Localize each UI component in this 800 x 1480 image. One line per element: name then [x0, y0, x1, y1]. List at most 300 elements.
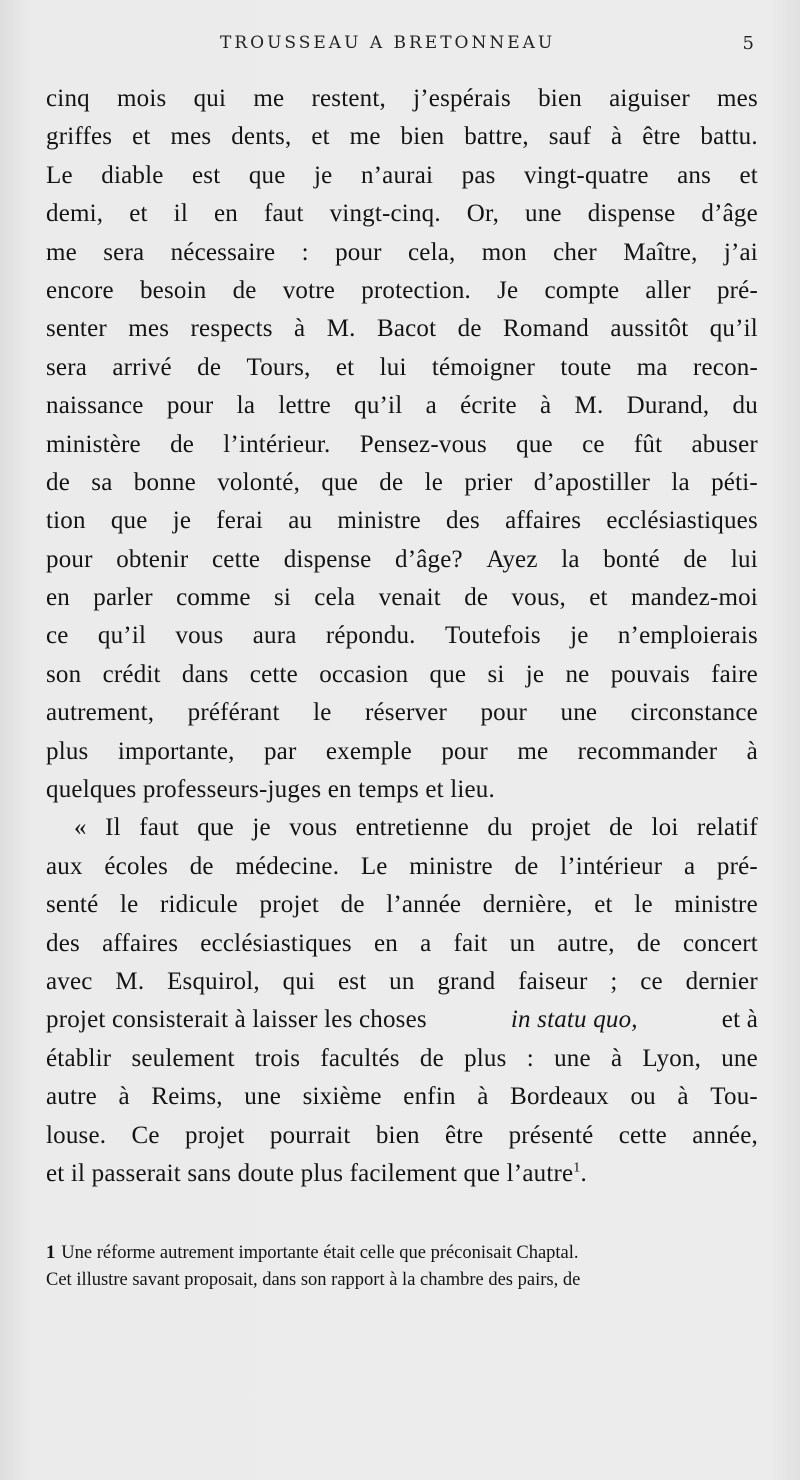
text-line	[46, 771, 758, 809]
word: Le	[360, 852, 388, 880]
word: dernier	[685, 967, 758, 995]
text-line	[46, 963, 758, 1001]
word: mes	[717, 85, 758, 112]
word: bien	[375, 1121, 420, 1149]
text-line	[46, 733, 758, 771]
italic-phrase: in statu quo,	[510, 1006, 638, 1034]
word: le	[634, 891, 653, 919]
word: d’âge?	[395, 545, 463, 573]
word: et	[129, 200, 148, 228]
word: abuser	[691, 430, 758, 458]
word: besoin	[139, 276, 207, 304]
word: écoles	[104, 852, 169, 880]
word: et	[132, 123, 151, 151]
word: grand	[437, 967, 496, 995]
word: entretienne	[355, 814, 469, 842]
word: sera	[46, 353, 88, 381]
word: avec	[46, 967, 93, 995]
word: crédit	[102, 660, 161, 688]
word: témoigner	[431, 353, 536, 381]
word: péti-	[711, 468, 758, 496]
word: préférant	[187, 699, 280, 727]
word: occasion	[319, 660, 409, 688]
word: de	[197, 353, 222, 381]
word: d’apostiller	[533, 468, 651, 496]
word: est	[192, 161, 221, 189]
word: ce	[46, 622, 69, 650]
word: loi	[651, 814, 679, 842]
word: pour	[480, 699, 528, 727]
word: vous,	[511, 584, 566, 612]
word: toute	[560, 353, 612, 381]
word: que	[248, 161, 286, 189]
word: battu.	[700, 123, 758, 151]
footnote-text: Cet illustre savant proposait, dans son rapport à la chambre des pairs, de	[46, 1270, 581, 1290]
word: une	[244, 1083, 281, 1111]
word: mes	[170, 123, 212, 151]
word: qu’il	[354, 392, 403, 420]
word: M.	[115, 967, 145, 995]
word: cela	[314, 584, 356, 612]
word: ministre	[674, 891, 758, 919]
word: ;	[610, 967, 618, 995]
word: respects	[190, 315, 273, 343]
word: a	[425, 392, 437, 420]
word: l’année	[386, 891, 462, 919]
text-line	[46, 1040, 758, 1078]
word: son	[46, 660, 82, 688]
text-line-content: et il passerait sans doute plus facilement que l’autre$^1$.	[46, 1159, 587, 1187]
word: par	[263, 737, 297, 765]
word: encore	[46, 276, 114, 304]
word: projet	[531, 814, 591, 842]
word: être	[642, 123, 681, 151]
text-line	[46, 1078, 758, 1116]
word: compte	[544, 276, 620, 304]
text-line	[46, 809, 758, 847]
text-line-content: projet consisterait à laisser les choses	[46, 1006, 427, 1034]
word: des	[446, 507, 480, 535]
word: je	[570, 622, 589, 650]
word: mois	[117, 85, 167, 112]
word: l’intérieur.	[223, 430, 331, 458]
text-line	[46, 1155, 758, 1193]
word: une	[721, 1044, 758, 1072]
word: une	[560, 699, 598, 727]
text-line	[46, 195, 758, 233]
word: plus	[46, 737, 89, 765]
word: sera	[103, 238, 145, 266]
word: écrite	[460, 392, 517, 420]
word: vingt-quatre	[524, 161, 649, 189]
text-line	[46, 848, 758, 886]
word: me	[349, 123, 381, 151]
word: Ayez	[486, 545, 538, 573]
word: :	[301, 238, 309, 266]
word: me	[253, 85, 285, 112]
footnote-line	[46, 1240, 758, 1267]
word: à	[677, 1083, 689, 1111]
word: et	[739, 161, 758, 189]
word: de	[379, 468, 404, 496]
word: votre	[282, 276, 336, 304]
word: pré-	[716, 276, 758, 304]
word: établir	[46, 1044, 112, 1072]
word: de	[419, 1044, 444, 1072]
word: vingt-cinq.	[329, 200, 441, 228]
text-line	[46, 886, 758, 924]
text-line	[46, 1001, 758, 1039]
word: enfin	[403, 1083, 456, 1111]
word: nécessaire	[170, 238, 276, 266]
footnote-text: Une réforme autrement importante était celle que préconisait Chaptal.	[61, 1243, 579, 1263]
word: si	[273, 584, 292, 612]
word: ce	[640, 967, 663, 995]
text-line	[46, 387, 758, 425]
text-line	[46, 464, 758, 502]
text-line	[46, 694, 758, 732]
word: Tou-	[710, 1083, 758, 1111]
word: cette	[618, 1121, 667, 1149]
word: cette	[249, 660, 298, 688]
word: à	[610, 1044, 623, 1072]
word: diable	[101, 161, 164, 189]
word: à	[746, 737, 758, 765]
word: l’intérieur	[560, 852, 663, 880]
word: projet	[259, 891, 320, 919]
word: dispense	[587, 200, 676, 228]
word: d’âge	[701, 200, 758, 228]
word: Esquirol,	[167, 967, 260, 995]
word: ecclésiastiques	[606, 507, 758, 535]
word: pourrait	[269, 1121, 351, 1149]
text-line	[46, 80, 758, 118]
word: senter	[46, 315, 107, 343]
word: en	[373, 929, 398, 957]
word: faut	[139, 814, 179, 842]
text-line	[46, 579, 758, 617]
word: Lyon,	[642, 1044, 702, 1072]
word: un	[509, 929, 536, 957]
word: lettre	[278, 392, 331, 420]
word: louse.	[46, 1121, 107, 1149]
word: la	[671, 468, 690, 496]
word: mon	[481, 238, 527, 266]
word: faire	[711, 660, 758, 688]
footnote-mark: 1	[46, 1243, 56, 1263]
word: dernière,	[482, 891, 573, 919]
word: Pensez-vous	[359, 430, 487, 458]
word: que	[321, 468, 359, 496]
word: concert	[682, 929, 758, 957]
word: arrivé	[112, 353, 172, 381]
word: autre,	[557, 929, 615, 957]
word: il	[173, 200, 188, 228]
word: de	[514, 852, 539, 880]
word: n’emploierais	[617, 622, 758, 650]
word: qu’il	[97, 622, 147, 650]
word: pour	[441, 737, 488, 765]
word: bonne	[133, 468, 196, 496]
word: que	[110, 507, 148, 535]
word: bonté	[603, 545, 660, 573]
word: ridicule	[159, 891, 238, 919]
word: un	[389, 967, 415, 995]
word: cher	[553, 238, 597, 266]
text-line	[46, 157, 758, 195]
word: ministère	[46, 430, 141, 458]
word: de	[46, 468, 70, 496]
word: qui	[193, 85, 227, 112]
word: le	[424, 468, 444, 496]
word: venait	[378, 584, 441, 612]
word: prier	[464, 468, 513, 496]
word: pas	[461, 161, 496, 189]
text-line	[46, 426, 758, 464]
word: battre,	[464, 123, 529, 151]
word: autre	[46, 1083, 97, 1111]
text-line	[46, 234, 758, 272]
running-title: TROUSSEAU A BRETONNEAU	[220, 33, 556, 53]
word: Tours,	[246, 353, 311, 381]
word: de	[170, 430, 195, 458]
word: parler	[93, 584, 153, 612]
text-line-content: quelques professeurs-juges en temps et lieu.	[46, 776, 495, 804]
word: griffes	[46, 123, 113, 151]
word: projet	[185, 1121, 245, 1149]
word: M.	[574, 392, 604, 420]
word: importante,	[117, 737, 235, 765]
word: me	[46, 238, 77, 266]
word: volonté,	[217, 468, 301, 496]
word: comme	[176, 584, 251, 612]
word: dans	[181, 660, 229, 688]
text-line-tail: et à	[721, 1006, 758, 1034]
word: dents,	[231, 123, 292, 151]
word: ou	[630, 1083, 656, 1111]
word: que	[197, 814, 234, 842]
word: naissance	[46, 392, 144, 420]
word: ministre	[409, 852, 493, 880]
word: vous	[175, 622, 224, 650]
footnote-line	[46, 1267, 758, 1294]
word: à	[118, 1083, 130, 1111]
word: ma	[636, 353, 668, 381]
text-line	[46, 272, 758, 310]
word: exemple	[325, 737, 412, 765]
word: n’aurai	[360, 161, 434, 189]
word: trois	[254, 1044, 301, 1072]
word: est	[338, 967, 367, 995]
word: Bacot	[376, 315, 437, 343]
word: aller	[645, 276, 691, 304]
word: bien	[538, 85, 582, 112]
word: de	[457, 315, 482, 343]
word: la	[236, 392, 256, 420]
word: et	[311, 123, 330, 151]
word: me	[517, 737, 549, 765]
word: si	[487, 660, 505, 688]
text-line	[46, 502, 758, 540]
word: pour	[46, 545, 93, 573]
word: aux	[46, 852, 83, 880]
word: pour	[166, 392, 214, 420]
word: de	[464, 584, 489, 612]
text-line	[46, 925, 758, 963]
word: qui	[282, 967, 316, 995]
word: affaires	[505, 507, 582, 535]
word: fait	[453, 929, 488, 957]
word: et	[335, 353, 355, 381]
word: du	[732, 392, 758, 420]
word: Bordeaux	[510, 1083, 609, 1111]
word: Romand	[503, 315, 589, 343]
word: pouvais	[610, 660, 690, 688]
word: pré-	[716, 852, 758, 880]
word: le	[313, 699, 332, 727]
word: ecclésiastiques	[200, 929, 352, 957]
word: a	[683, 852, 696, 880]
word: année,	[692, 1121, 758, 1149]
word: je	[314, 161, 333, 189]
word: Toutefois	[444, 622, 541, 650]
word: tion	[46, 507, 86, 535]
word: de	[609, 814, 634, 842]
word: Il	[105, 814, 121, 842]
word: à	[540, 392, 552, 420]
word: fût	[633, 430, 663, 458]
word: aura	[252, 622, 297, 650]
text-line	[46, 118, 758, 156]
word: aiguiser	[609, 85, 690, 112]
word: seulement	[131, 1044, 235, 1072]
word: des	[46, 929, 80, 957]
word: la	[561, 545, 580, 573]
text-line	[46, 656, 758, 694]
word: que	[429, 660, 467, 688]
word: en	[213, 200, 238, 228]
word: :	[526, 1044, 534, 1072]
word: à	[611, 123, 623, 151]
word: à	[477, 1083, 489, 1111]
word: cinq	[46, 85, 90, 112]
word: Or,	[466, 200, 500, 228]
word: répondu.	[325, 622, 416, 650]
word: ministre	[337, 507, 421, 535]
word: lui	[730, 545, 758, 573]
word: ne	[565, 660, 590, 688]
word: recon-	[692, 353, 758, 381]
word: en	[46, 584, 70, 612]
word: pour	[335, 238, 382, 266]
word: Durand,	[626, 392, 710, 420]
word: de	[340, 891, 365, 919]
word: M.	[326, 315, 356, 343]
word: obtenir	[116, 545, 189, 573]
word: le	[119, 891, 139, 919]
word: qu’il	[709, 315, 758, 343]
word: vous	[289, 814, 338, 842]
word: Ce	[131, 1121, 160, 1149]
word: et	[589, 584, 608, 612]
word: du	[487, 814, 513, 842]
word: je	[525, 660, 545, 688]
word: demi,	[46, 200, 104, 228]
word: je	[252, 814, 271, 842]
text-line	[46, 349, 758, 387]
word: et	[594, 891, 613, 919]
word: dispense	[283, 545, 372, 573]
word: une	[525, 200, 562, 228]
word: de	[636, 929, 661, 957]
word: présenté	[508, 1121, 594, 1149]
word: senté	[46, 891, 99, 919]
word: de	[683, 545, 708, 573]
word: Le	[46, 161, 73, 189]
word: de	[189, 852, 214, 880]
word: plus	[464, 1044, 507, 1072]
word: j’ai	[723, 238, 758, 266]
word: autrement,	[46, 699, 155, 727]
word: être	[445, 1121, 484, 1149]
word: circonstance	[630, 699, 758, 727]
word: au	[288, 507, 313, 535]
page-header	[0, 33, 800, 57]
word: réserver	[364, 699, 448, 727]
word: sauf	[548, 123, 592, 151]
word: sixième	[302, 1083, 382, 1111]
word: médecine.	[235, 852, 340, 880]
word: Reims,	[151, 1083, 223, 1111]
footnote-reference[interactable]: 1	[573, 1160, 581, 1176]
footnotes	[46, 1240, 758, 1294]
word: aussitôt	[610, 315, 689, 343]
word: affaires	[102, 929, 179, 957]
word: sa	[91, 468, 113, 496]
body-text	[46, 80, 758, 1193]
text-line	[46, 617, 758, 655]
word: faut	[263, 200, 304, 228]
word: de	[232, 276, 257, 304]
word: recommander	[577, 737, 718, 765]
word: lui	[379, 353, 407, 381]
word: mes	[128, 315, 170, 343]
word: à	[294, 315, 306, 343]
word: relatif	[696, 814, 758, 842]
word: que	[516, 430, 553, 458]
word: Je	[497, 276, 519, 304]
page-number: 5	[742, 33, 754, 54]
word: Maître,	[623, 238, 698, 266]
word: protection.	[361, 276, 471, 304]
word: facultés	[320, 1044, 400, 1072]
word: cette	[211, 545, 261, 573]
text-line	[46, 541, 758, 579]
word: bien	[400, 123, 445, 151]
word: «	[74, 814, 87, 842]
word: cela,	[408, 238, 456, 266]
word: ans	[677, 161, 712, 189]
word: une	[554, 1044, 591, 1072]
word: j’espérais	[413, 85, 511, 112]
word: a	[420, 929, 432, 957]
word: restent,	[311, 85, 386, 112]
word: mandez-moi	[630, 584, 758, 612]
text-line	[46, 310, 758, 348]
word: ce	[582, 430, 605, 458]
text-line	[46, 1117, 758, 1155]
word: faiseur	[518, 967, 588, 995]
